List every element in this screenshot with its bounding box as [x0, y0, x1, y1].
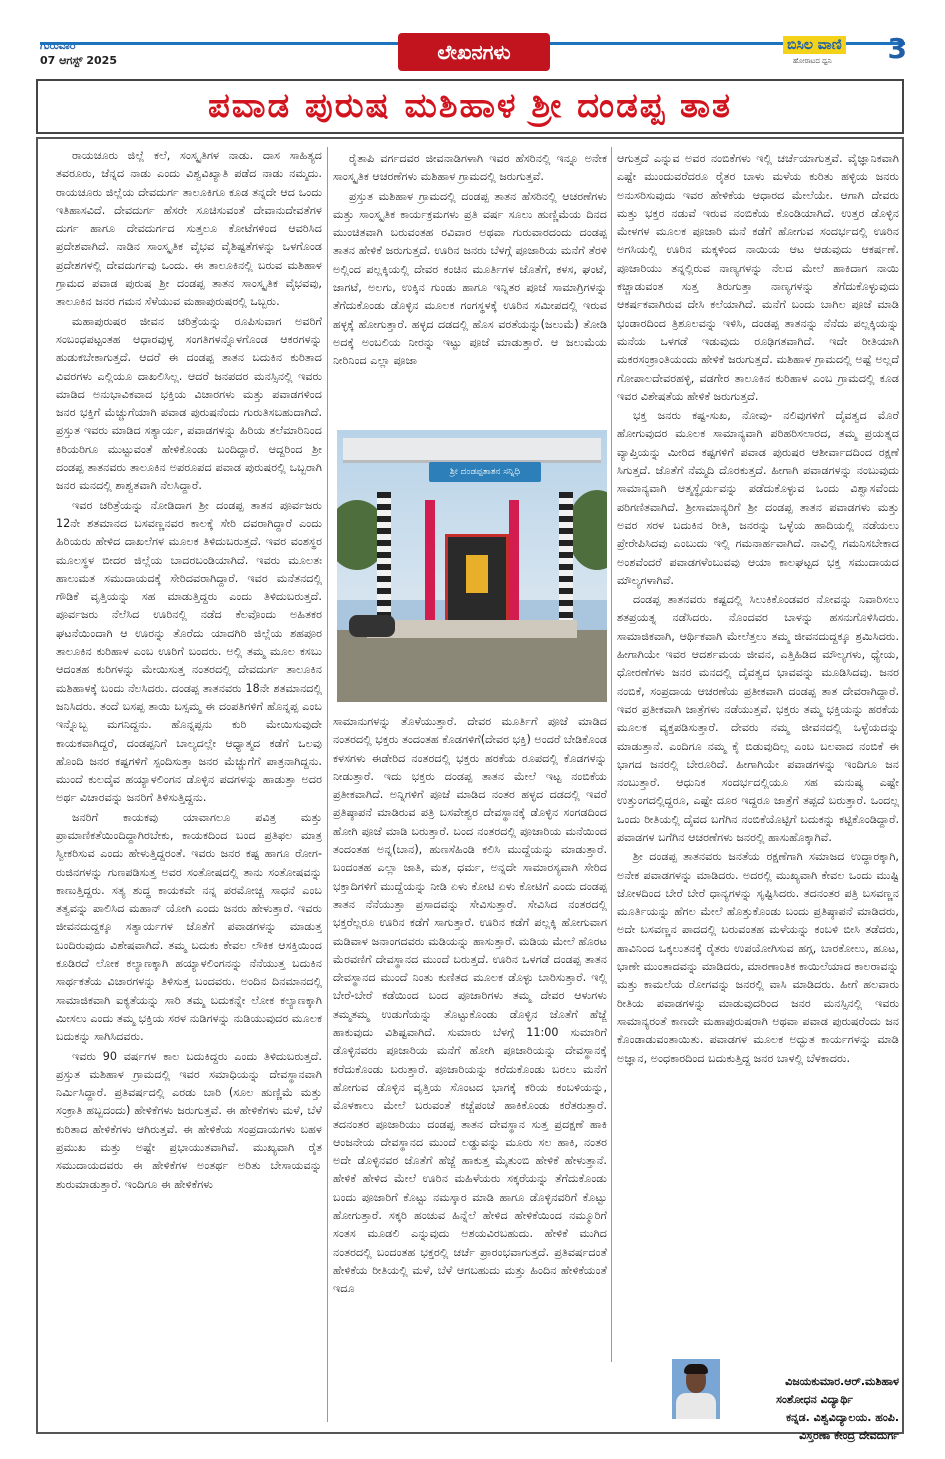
paragraph: ಸಾಮಾನುಗಳನ್ನು ತೊಳೆಯುತ್ತಾರೆ. ದೇವರ ಮೂರ್ತಿಗೆ ಪೂಜೆ ಮಾಡಿದ ನಂತರದಲ್ಲಿ ಭಕ್ತರು ತಂದಂತಹ ಕೊಡಗಳಿಗೆ(ದೇವರ ಭಕ್ತಿ) ಅಂದರೆ ಬೇಡಿಕೊಂಡ ಕಳಸಗಳು ಈಡೇರಿದ ನಂತರದಲ್ಲಿ ಭಕ್ತರು ಹರಕೆಯ ರೂಪದಲ್ಲಿ ಕೊಡಗಳನ್ನು ನೀಡುತ್ತಾರೆ. ಇದು ಭಕ್ತರು ದಂಡಪ್ಪ ತಾತನ ಮೇಲೆ ಇಟ್ಟ ನಂಬಿಕೆಯ ಪ್ರತೀಕವಾಗಿದೆ. ಅನ್ನಿಗಳಿಗೆ ಪೂಜೆ ಮಾಡಿದ ನಂತರ ಹಳ್ಳದ ದಡದಲ್ಲಿ ಇವರೆ ಪ್ರತಿಷ್ಠಾಪನೆ ಮಾಡಿರುವ ಪತ್ರಿ ಬಸವೇಶ್ವರ ದೇವಸ್ಥಾನಕ್ಕೆ ಡೊಳ್ಳಿನ ಸಂಗಡದಿಂದ ಹೋಗಿ ಪೂಜೆ ಮಾಡಿ ಬರುತ್ತಾರೆ. ಬಂದ ನಂತರದಲ್ಲಿ ಪೂಜಾರಿಯ ಮನೆಯಿಂದ ತಂದಂತಹ ಅನ್ನ(ಬಾನ), ಹುಣಸೆಹಿಂಡಿ ಕಲಿಸಿ ಮುದ್ದೆಯನ್ನು ಮಾಡುತ್ತಾರೆ. ಬಂದಂತಹ ಎಲ್ಲಾ ಜಾತಿ, ಮತ, ಧರ್ಮ, ಅನ್ನದೇ ಸಾಮಾರಸ್ಯವಾಗಿ ಸೇರಿದ ಭಕ್ತಾದಿಗಳಿಗೆ ಮುದ್ದೆಯನ್ನು ನೀಡಿ ಏಳು ಕೋಟಿ ಏಳು ಕೋಟಿಗೆ ಎಂದು ದಂಡಪ್ಪ ತಾತನ ನೆನೆಯುತ್ತಾ ಪ್ರಸಾದವನ್ನು ಸೇವಿಸುತ್ತಾರೆ. ಸೇವಿಸಿದ ನಂತರದಲ್ಲಿ ಭಕ್ತರೆಲ್ಲರೂ ಊರಿನ ಕಡೆಗೆ ಸಾಗುತ್ತಾರೆ. ಊರಿನ ಕಡೆಗೆ ಪಲ್ಲಕ್ಕಿ ಹೋಗುವಾಗ ಮಡಿವಾಳ ಜನಾಂಗದವರು ಮಡಿಯನ್ನು ಹಾಸುತ್ತಾರೆ. ಮಡಿಯ ಮೇಲೆ ಹೊರಟ ಮೆರವಣಿಗೆ ದೇವಸ್ಥಾನದ ಮುಂದೆ ಬರುತ್ತದೆ. ಊರಿನ ಒಳಗಡೆ ದಂಡಪ್ಪ ತಾತನ ದೇವಸ್ಥಾನದ ಮುಂದೆ ನಿಂತು ಕುಣಿತದ ಮೂಲಕ ಡೊಳ್ಳು ಬಾರಿಸುತ್ತಾರೆ. ಇಲ್ಲಿ ಬೇರೆ-ಬೇರೆ ಕಡೆಯಿಂದ ಬಂದ ಪೂಜಾರಿಗಳು ತಮ್ಮ ದೇವರ ಆಳುಗಳು ತಮ್ಮತಮ್ಮ ಉಡುಗೆಯನ್ನು ತೊಟ್ಟುಕೊಂಡು ಡೊಳ್ಳಿನ ಜೊತೆಗೆ ಹೆಜ್ಜೆ ಹಾಕುವುದು ವಿಶಿಷ್ಟವಾಗಿದೆ. ಸುಮಾರು ಬೆಳಗ್ಗೆ 11:00 ಸುಮಾರಿಗೆ ಡೊಳ್ಳಿನವರು ಪೂಜಾರಿಯ ಮನೆಗೆ ಹೋಗಿ ಪೂಜಾರಿಯನ್ನು ದೇವಸ್ಥಾನಕ್ಕೆ ಕರೆದುಕೊಂಡು ಬರುತ್ತಾರೆ. ಪೂಜಾರಿಯನ್ನು ಕರೆದುಕೊಂಡು ಬರಲು ಮನೆಗೆ ಹೋಗುವ ಡೊಳ್ಳಿನ ವೃತ್ತಿಯ ಸೊಂಟದ ಭಾಗಕ್ಕೆ ಕರಿಯ ಕಂಬಳಿಯನ್ನು, ಮೊಳಕಾಲು ಮೇಲೆ ಬರುವಂತೆ ಕಚ್ಚೆಪಂಚೆ ಹಾಕಿಕೊಂಡು ಕರೆತರುತ್ತಾರೆ. ತದನಂತರ ಪೂಜಾರಿಯು ದಂಡಪ್ಪ ತಾತನ ದೇವಸ್ಥಾನ ಸುತ್ತ ಪ್ರದಕ್ಷಣೆ ಹಾಕಿ ಆಂಜನೇಯ ದೇವಸ್ಥಾನದ ಮುಂದೆ ಲಡ್ಡುವನ್ನು ಮೂರು ಸಲ ಹಾಕಿ, ನಂತರ ಅದೇ ಡೊಳ್ಳಿನವರ ಜೊತೆಗೆ ಹೆಜ್ಜೆ ಹಾಕುತ್ತ ಮೈತುಂಬಿ ಹೇಳಿಕೆ ಹೇಳುತ್ತಾನೆ. ಹೇಳಿಕೆ ಹೇಳಿದ ಮೇಲೆ ಊರಿನ ಮಹಿಳೆಯರು ಸಕ್ಕರೆಯನ್ನು ತೆಗೆದುಕೊಂಡು ಬಂದು ಪೂಜಾರಿಗೆ ಕೊಟ್ಟು ನಮಸ್ಕಾರ ಮಾಡಿ ಹಾಗೂ ಡೊಳ್ಳಿನವರಿಗೆ ಕೊಟ್ಟು ಹೋಗುತ್ತಾರೆ. ಸಕ್ಕರಿ ಹಂಚುವ ಹಿನ್ನೆಲೆ ಹೇಳಿದ ಹೇಳಿಕೆಯಿಂದ ನಮ್ಮೂರಿಗೆ ಸಂತಸ ಮೂಡಲಿ ಎನ್ನುವುದು ಅಶಯವಿರಬಹುದು. ಹೇಳಿಕೆ ಮುಗಿದ ನಂತರದಲ್ಲಿ ಬಂದಂತಹ ಭಕ್ತರಲ್ಲಿ ಚರ್ಚೆ ಪ್ರಾರಂಭವಾಗುತ್ತದೆ. ಪ್ರತಿವರ್ಷದಂತೆ ಹೇಳಿಕೆಯ ರೀತಿಯಲ್ಲಿ ಮಳೆ, ಬೆಳೆ ಆಗಬಹುದು ಮತ್ತು ಹಿಂದಿನ ಹೇಳಿಕೆಯಂತೆ ಇದೂ [333, 715, 607, 1296]
author-name: ವಿಜಯಕುಮಾರ.ಆರ್.ಮಶಿಹಾಳ [785, 1375, 899, 1388]
temple-photo [337, 430, 607, 702]
temple-floor [367, 620, 577, 638]
article-column-3 [617, 150, 899, 1366]
paragraph: ಭಕ್ತ ಜನರು ಕಷ್ಟ-ಸುಖ, ನೋವು- ನಲಿವುಗಳಿಗೆ ದೈವತ್ವದ ಮೊರೆ ಹೋಗುವುದರ ಮೂಲಕ ಸಾಮಾನ್ಯವಾಗಿ ಪರಿಹರಿಸಲಾರದ, ತಮ್ಮ ಪ್ರಯತ್ನದ ವ್ಯಾಪ್ತಿಯನ್ನು ಮೀರಿದ ಕಷ್ಟಗಳಿಗೆ ಪವಾಡ ಪುರುಷರ ಆಶೀರ್ವಾದದಿಂದ ರಕ್ಷಣೆ ಸಿಗುತ್ತದೆ. ಜೊತೆಗೆ ನೆಮ್ಮದಿ ದೊರಕುತ್ತದೆ. ಹೀಗಾಗಿ ಪವಾಡಗಳನ್ನು ನಂಬುವುದು ಸಾಮಾನ್ಯವಾಗಿ ಆತ್ಮಸ್ಥೈರ್ಯವನ್ನು ಪಡೆದುಕೊಳ್ಳುವ ಒಂದು ವಿಶ್ವಾಸವೆಂದು ಪರಿಗಣಿತವಾಗಿದೆ. ಶ್ರೀಸಾಮಾನ್ಯರಿಗೆ ಶ್ರೀ ದಂಡಪ್ಪ ತಾತನ ಪವಾಡಗಳು ಮತ್ತು ಅವರ ಸರಳ ಬದುಕಿನ ರೀತಿ, ಜನರನ್ನು ಒಳ್ಳೆಯ ಹಾದಿಯಲ್ಲಿ ನಡೆಯಲು ಪ್ರೇರೇಪಿಸಿದವು ಎಂಬುದು ಇಲ್ಲಿ ಗಮನಾರ್ಹವಾಗಿದೆ. ನಾವಿಲ್ಲಿ ಗಮನಿಸಬೇಕಾದ ಅಂಶವೆಂದರೆ ಪವಾಡಗಳೆಂಬುವವು ಆಯಾ ಕಾಲಘಟ್ಟದ ಭಕ್ತ ಸಮುದಾಯದ ಮೌಲ್ಯಗಳಾಗಿವೆ. [617, 409, 899, 587]
paragraph: ಶ್ರೀ ದಂಡಪ್ಪ ತಾತನವರು ಜನತೆಯ ರಕ್ಷಣೆಗಾಗಿ ಸಮಾಜದ ಉದ್ಧಾರಕ್ಕಾಗಿ, ಅನೇಕ ಪವಾಡಗಳನ್ನು ಮಾಡಿದರು. ಅದರಲ್ಲಿ ಮುಖ್ಯವಾಗಿ ಕೇವಲ ಒಂದು ಮುಷ್ಟಿ ಜೋಳದಿಂದ ಬೇರೆ ಬೇರೆ ಧಾನ್ಯಗಳನ್ನು ಸೃಷ್ಟಿಸಿದರು. ತದನಂತರ ಪತ್ರಿ ಬಸವಣ್ಣನ ಮೂರ್ತಿಯನ್ನು ಹೆಗಲ ಮೇಲೆ ಹೊತ್ತುಕೊಂಡು ಬಂದು ಪ್ರತಿಷ್ಠಾಪನೆ ಮಾಡಿದರು, ಅದೇ ಬಸವಣ್ಣನ ಪಾದದಲ್ಲಿ ಬರುವಂತಹ ಮಳೆಯನ್ನು ಕಂಬಳಿ ಬೀಸಿ ತಡೆದರು, ಹಾವಿನಿಂದ ಒಕ್ಕಲುತನಕ್ಕೆ ರೈತರು ಉಪಯೋಗಿಸುವ ಹಗ್ಗ, ಬಾರಕೋಲು, ಹೂಟ, ಭಾಣೇ ಮುಂತಾದವನ್ನು ಮಾಡಿದರು, ಮಾರಣಾಂತಿಕ ಕಾಯಿಲೆಯಾದ ಕಾಲರಾವನ್ನು ಮತ್ತು ಕಾಮಲೆಯ ರೋಗವನ್ನು ಜನರಲ್ಲಿ ವಾಸಿ ಮಾಡಿದರು. ಹೀಗೆ ಹಲವಾರು ರೀತಿಯ ಪವಾಡಗಳನ್ನು ಮಾಡುವುದರಿಂದ ಜನರ ಮನಸ್ಸಿನಲ್ಲಿ ಇವರು ಸಾಮಾನ್ಯರಂತೆ ಕಾಣದೇ ಮಹಾಪುರುಷರಾಗಿ ಅಥವಾ ಪವಾಡ ಪುರುಷರೆಂದು ಜನ ಕೊಂಡಾಡುವಂತಾಯಿತು. ಪವಾಡಗಳ ಮೂಲಕ ಅದ್ಭುತ ಕಾರ್ಯಗಳನ್ನು ಮಾಡಿ ಅಜ್ಞಾನ, ಅಂಧಕಾರದಿಂದ ಬದುಕುತ್ತಿದ್ದ ಜನರ ಬಾಳಲ್ಲಿ ಬೆಳಕಾದರು. [617, 850, 899, 1065]
author-hair [684, 1364, 708, 1374]
section-label: ಲೇಖನಗಳು [398, 33, 550, 71]
author-department: ಕನ್ನಡ. ವಿಶ್ವವಿದ್ಯಾಲಯ. ಹಂಪಿ. [786, 1411, 899, 1424]
paragraph: ದಂಡಪ್ಪ ತಾತನವರು ಕಷ್ಟದಲ್ಲಿ ಸಿಲುಕಿಕೊಂಡವರ ನೋವನ್ನು ನಿವಾರಿಸಲು ಶತಪ್ರಯತ್ನ ನಡೆಸಿದರು. ನೊಂದವರ ಬಾಳನ್ನು ಹಸನುಗೊಳಿಸಿದರು. ಸಾಮಾಜಿಕವಾಗಿ, ಆರ್ಥಿಕವಾಗಿ ಮೇಲೆತ್ತಲು ತಮ್ಮ ಜೀವನದುದ್ದಕ್ಕೂ ಶ್ರಮಿಸಿದರು. ಹೀಗಾಗಿಯೇ ಇವರ ಆದರ್ಶಮಯ ಜೀವನ, ಎತ್ತಿಹಿಡಿದ ಮೌಲ್ಯಗಳು, ಧ್ಯೇಯ, ಧೋರಣೆಗಳು ಜನರ ಮನದಲ್ಲಿ ದೈವತ್ವದ ಭಾವವನ್ನು ಮೂಡಿಸಿದವು. ಜನರ ನಂಬಿಕೆ, ಸಂಪ್ರದಾಯ ಆಚರಣೆಯ ಪ್ರತೀಕವಾಗಿ ದಂಡಪ್ಪ ತಾತ ದೇವರಾಗಿದ್ದಾರೆ. ಇವರ ಪ್ರತೀಕವಾಗಿ ಜಾತ್ರೆಗಳು ನಡೆಯುತ್ತವೆ. ಭಕ್ತರು ತಮ್ಮ ಭಕ್ತಿಯನ್ನು ಹರಕೆಯ ಮೂಲಕ ವ್ಯಕ್ತಪಡಿಸುತ್ತಾರೆ. ದೇವರು ನಮ್ಮ ಜೀವನದಲ್ಲಿ ಒಳ್ಳೆಯದನ್ನು ಮಾಡುತ್ತಾನೆ. ಎಂದಿಗೂ ನಮ್ಮ ಕೈ ಬಿಡುವುದಿಲ್ಲ ಎಂಬ ಬಲವಾದ ನಂಬಿಕೆ ಈ ಭಾಗದ ಜನರಲ್ಲಿ ಬೇರೂರಿದೆ. ಹೀಗಾಗಿಯೇ ಪವಾಡಗಳನ್ನು ಇಂದಿಗೂ ಜನ ನಂಬುತ್ತಾರೆ. ಆಧುನಿಕ ಸಂದರ್ಭದಲ್ಲಿಯೂ ಸಹ ಮನುಷ್ಯ ಎಷ್ಟೇ ಉತ್ತುಂಗದಲ್ಲಿದ್ದರೂ, ಎಷ್ಟೇ ದೂರ ಇದ್ದರೂ ಜಾತ್ರೆಗೆ ತಪ್ಪದೆ ಬರುತ್ತಾರೆ. ಒಂದಲ್ಲ ಒಂದು ರೀತಿಯಲ್ಲಿ ದೈವದ ಬಗೆಗಿನ ನಂಬಿಕೆಯೊಟ್ಟಿಗೆ ಬದುಕನ್ನು ಕಟ್ಟಿಕೊಂಡಿದ್ದಾರೆ. ಪವಾಡಗಳ ಬಗೆಗಿನ ಆಚರಣೆಗಳು ಜನರಲ್ಲಿ ಹಾಸುಹೊಕ್ಕಾಗಿವೆ. [617, 593, 899, 844]
paragraph: ಇವರು 90 ವರ್ಷಗಳ ಕಾಲ ಬದುಕಿದ್ದರು ಎಂದು ತಿಳಿದುಬರುತ್ತದೆ. ಪ್ರಸ್ತುತ ಮಶಿಹಾಳ ಗ್ರಾಮದಲ್ಲಿ ಇವರ ಸಮಾಧಿಯನ್ನು ದೇವಸ್ಥಾನವಾಗಿ ನಿರ್ಮಿಸಿದ್ದಾರೆ. ಪ್ರತಿವರ್ಷದಲ್ಲಿ ಎರಡು ಬಾರಿ (ಸೂಲ ಹುಣ್ಣಿಮೆ ಮತ್ತು ಸಂಕ್ರಾತಿ ಹಬ್ಬದಂದು) ಹೇಳಿಕೆಗಳು ಜರುಗುತ್ತವೆ. ಈ ಹೇಳಿಕೆಗಳು ಮಳೆ, ಬೆಳೆ ಕುರಿತಾದ ಹೇಳಿಕೆಗಳು ಆಗಿರುತ್ತವೆ. ಈ ಹೇಳಿಕೆಯ ಸಂಪ್ರದಾಯಗಳು ಬಹಳ ಪ್ರಮುಖ ಮತ್ತು ಅಷ್ಟೇ ಪ್ರಭಾಯುತವಾಗಿವೆ. ಮುಖ್ಯವಾಗಿ ರೈತ ಸಮುದಾಯದವರು ಈ ಹೇಳಿಕೆಗಳ ಅಂತರ್ಥ ಅರಿತು ಬೇಸಾಯವನ್ನು ಶುರುಮಾಡುತ್ತಾರೆ. ಇಂದಿಗೂ ಈ ಹೇಳಿಕೆಗಳು [56, 1049, 322, 1191]
article-column-2-top [333, 150, 607, 418]
pillar [559, 492, 573, 632]
paragraph: ಆಗುತ್ತದೆ ಎನ್ನುವ ಅವರ ನಂಬಿಕೆಗಳು ಇಲ್ಲಿ ಚರ್ಚೆಯಾಗುತ್ತವೆ. ವೈಜ್ಞಾನಿಕವಾಗಿ ಎಷ್ಟೇ ಮುಂದುವರೆದರೂ ರೈತರ ಬಾಳು ಮಳೆಯ ಕುರಿತು ಹಳ್ಳಿಯ ಜನರು ಅನುಸರಿಸುವುದು ಇವರ ಹೇಳಿಕೆಯ ಆಧಾರದ ಮೇಲೆಯೇ. ಆಗಾಗಿ ದೇವರು ಮತ್ತು ಭಕ್ತರ ನಡುವೆ ಇರುವ ನಂಬಿಕೆಯ ಕೊಂಡಿಯಾಗಿದೆ. ಉತ್ತರ ಡೊಳ್ಳಿನ ಮೇಳಗಳ ಮೂಲಕ ಪೂಜಾರಿ ಮನೆ ಕಡೆಗೆ ಹೋಗುವ ಸಂದರ್ಭದಲ್ಲಿ ಊರಿನ ಅಗಸಿಯಲ್ಲಿ ಊರಿನ ಮಕ್ಕಳಿಂದ ನಾಯಿಯ ಆಟ ಆಡುವುದು ಆಕರ್ಷಣೆ. ಪೂಜಾರಿಯು ತನ್ನಲ್ಲಿರುವ ನಾಣ್ಯಗಳನ್ನು ನೆಲದ ಮೇಲೆ ಹಾಕಿದಾಗ ನಾಯಿ ಕಚ್ಚಾಡುವಂತ ಸುತ್ತ ತಿರುಗುತ್ತಾ ನಾಣ್ಯಗಳನ್ನು ತೆಗೆದುಕೊಳ್ಳುವುದು ಆಕರ್ಷಕವಾಗಿರುವ ದೇಸಿ ಕಲೆಯಾಗಿದೆ. ಮನೆಗೆ ಬಂದು ಬಾಗಿಲ ಪೂಜೆ ಮಾಡಿ ಭಂಡಾರದಿಂದ ತ್ರಿಶೂಲವನ್ನು ಇಳಿಸಿ, ದಂಡಪ್ಪ ತಾತನನ್ನು ನೆನೆದು ಪಲ್ಲಕ್ಕಿಯನ್ನು ಮನೆಯ ಒಳಗಡೆ ಇಡುವುದು ರೂಢಿಗತವಾಗಿದೆ. ಇದೇ ರೀತಿಯಾಗಿ ಮಕರಸಂಕ್ರಾಂತಿಯಂದು ಹೇಳಿಕೆ ಜರುಗುತ್ತದೆ. ಮಶಿಹಾಳ ಗ್ರಾಮದಲ್ಲಿ ಅಷ್ಟೆ ಅಲ್ಲದೆ ಗೋಪಾಲದೇವರಹಳ್ಳಿ, ವಡಗೇರ ತಾಲೂಕಿನ ಕುರಿಹಾಳ ಎಂಬ ಗ್ರಾಮದಲ್ಲಿ ಕೂಡ ಇವರ ವಿಶೇಷತೆಯ ಹೇಳಿಕೆ ಜರುಗುತ್ತದೆ. [617, 152, 899, 403]
column-divider [327, 147, 328, 1422]
headline-box [36, 79, 904, 134]
article-title: ಪವಾಡ ಪುರುಷ ಮಶಿಹಾಳ ಶ್ರೀ ದಂಡಪ್ಪ ತಾತ [207, 86, 733, 126]
temple-signboard: ಶ್ರೀ ದಂಡಪ್ಪತಾತನ ಸನ್ನಿಧಿ [429, 462, 541, 482]
paper-name: ಬಿಸಿಲ ವಾಣಿ [783, 36, 846, 54]
author-byline [617, 1375, 899, 1442]
paragraph: ಪ್ರಸ್ತುತ ಮಶಿಹಾಳ ಗ್ರಾಮದಲ್ಲಿ ದಂಡಪ್ಪ ತಾತನ ಹೆಸರಿನಲ್ಲಿ ಆಚರಣೆಗಳು ಮತ್ತು ಸಾಂಸ್ಕೃತಿಕ ಕಾರ್ಯಕ್ರಮಗಳು ಪ್ರತಿ ವರ್ಷ ಸೂಲು ಹುಣ್ಣಿಮೆಯ ದಿನದ ಮುಂಚಿತವಾಗಿ ಬರುವಂತಹ ರವಿವಾರ ಅಥವಾ ಗುರುವಾರದಂದು ದಂಡಪ್ಪ ತಾತನ ಹೇಳಿಕೆ ಜರುಗುತ್ತದೆ. ಊರಿನ ಜನರು ಬೆಳಗ್ಗೆ ಪೂಜಾರಿಯ ಮನೆಗೆ ತೆರಳಿ ಅಲ್ಲಿಂದ ಪಲ್ಲಕ್ಕಿಯಲ್ಲಿ ದೇವರ ಕಂಚಿನ ಮೂರ್ತಿಗಳ ಜೊತೆಗೆ, ಕಳಸ, ಘಂಟೆ, ಜಾಗಟೆ, ಅಲಗು, ಉಕ್ಕಿನ ಗುಂಡು ಹಾಗೂ ಇನ್ನಿತರ ಪೂಜೆ ಸಾಮಾಗ್ರಿಗಳನ್ನು ತೆಗೆದುಕೊಂಡು ಡೊಳ್ಳಿನ ಮೂಲಕ ಗಂಗಸ್ಥಳಕ್ಕೆ ಊರಿನ ಸಮೀಪದಲ್ಲಿ ಇರುವ ಹಳ್ಳಕ್ಕೆ ಹೋಗುತ್ತಾರೆ. ಹಳ್ಳದ ದಡದಲ್ಲಿ ಹೊಸ ವರತೆಯನ್ನು(ಜಲುಮೆ) ತೋಡಿ ಅದಕ್ಕೆ ಅಂಬಲಿಯ ನೀರನ್ನು ಇಟ್ಟು ಪೂಜೆ ಮಾಡುತ್ತಾರೆ. ಆ ಜಲುಮೆಯ ನೀರಿನಿಂದ ಎಲ್ಲಾ ಪೂಜಾ [333, 189, 607, 368]
photo-ground [337, 630, 607, 702]
issue-date: 07 ಆಗಸ್ಟ್ 2025 [40, 54, 117, 67]
shrine-door [445, 534, 509, 632]
pillar [425, 500, 435, 628]
paragraph: ರೈತಾಪಿ ವರ್ಗದವರ ಜೀವನಾಡಿಗಳಾಗಿ ಇವರ ಹೆಸರಿನಲ್ಲಿ ಇನ್ನೂ ಅನೇಕ ಸಾಂಸ್ಕೃತಿಕ ಆಚರಣೆಗಳು ಮಶಿಹಾಳ ಗ್ರಾಮದಲ್ಲಿ ಜರುಗುತ್ತವೆ. [333, 152, 607, 184]
author-role: ಸಂಶೋಧನ ವಿದ್ಯಾರ್ಥಿ [776, 1393, 853, 1406]
pillar [509, 500, 519, 628]
paragraph: ಜನರಿಗೆ ಕಾಯಕವು ಯಾವಾಗಲೂ ಪವಿತ್ರ ಮತ್ತು ಪ್ರಾಮಾಣಿಕತೆಯಿಂದಿದ್ದಾಗಿರಬೇಕು, ಕಾಯಕದಿಂದ ಬಂದ ಪ್ರತಿಫಲ ಮಾತ್ರ ಸ್ವೀಕರಿಸುವ ಎಂದು ಹೇಳುತ್ತಿದ್ದರಂತೆ. ಇವರು ಜನರ ಕಷ್ಟ ಹಾಗೂ ರೋಗ-ರುಜಿನಗಳನ್ನು ಗುಣಪಡಿಸುತ್ತ ಅವರ ಸಂತೋಷದಲ್ಲಿ ತಾನು ಸಂತೋಷವನ್ನು ಕಾಣುತ್ತಿದ್ದರು. ಸತ್ಯ ಶುದ್ಧ ಕಾಯಕವೇ ನನ್ನ ಪರಮೋಚ್ಚ ಸಾಧನೆ ಎಂಬ ತತ್ವವನ್ನು ಪಾಲಿಸಿದ ಮಹಾನ್ ಯೋಗಿ ಎಂದು ಜನರು ಹೇಳುತ್ತಾರೆ. ಇವರು ಜೀವನದುದ್ದಕ್ಕೂ ಸತ್ಯಾರ್ಯಗಳ ಜೊತೆಗೆ ಪವಾಡಗಳನ್ನು ಮಾಡುತ್ತ ಬಂದಿರುವುದು ವಿಶೇಷವಾಗಿದೆ. ತಮ್ಮ ಬದುಕು ಕೇವಲ ಲೌಕಿಕ ಆಸಕ್ತಿಯಿಂದ ಕೂಡಿರದೆ ಲೋಕ ಕಲ್ಯಾಣಕ್ಕಾಗಿ ಹಯ್ಯಾಳಲಿಂಗನನ್ನು ನೆನೆಯುತ್ತ ಬದುಕಿನ ಸಾರ್ಥಕತೆಯ ವಿಚಾರಗಳನ್ನು ತಿಳಿಸುತ್ತ ಬಂದವರು. ಅಂದಿನ ದಿನಮಾನದಲ್ಲಿ ಸಾಮಾಜಿಕವಾಗಿ ಐಕ್ಯತೆಯನ್ನು ಸಾರಿ ತಮ್ಮ ಬದುಕನ್ನೇ ಲೋಕ ಕಲ್ಯಾಣಕ್ಕಾಗಿ ಮೀಸಲು ಎಂದು ತಮ್ಮ ಭಕ್ತಿಯ ಸರಳ ನುಡಿಗಳನ್ನು ನುಡಿಯುವುದರ ಮೂಲಕ ಬದುಕನ್ನು ಸಾಗಿಸಿದವರು. [56, 810, 322, 1044]
page-number: 3 [887, 32, 907, 65]
article-column-1 [56, 147, 322, 1397]
paper-tagline: ಹೋರಾಟದ ಧ್ವನಿ [793, 57, 832, 65]
motorbike [349, 615, 395, 637]
weekday: ಗುರುವಾರ [40, 39, 76, 52]
paragraph: ಮಹಾಪುರುಷರ ಜೀವನ ಚರಿತ್ರೆಯನ್ನು ರೂಪಿಸುವಾಗ ಅವರಿಗೆ ಸಂಬಂಧಪಟ್ಟಂತಹ ಆಧಾರವುಳ್ಳ ಸಂಗತಿಗಳನ್ನೊಳಗೊಂಡ ಆಕರಗಳನ್ನು ಹುಡುಕಬೇಕಾಗುತ್ತದೆ. ಆದರೆ ಈ ದಂಡಪ್ಪ ತಾತನ ಬದುಕಿನ ಕುರಿತಾದ ವಿವರಗಳು ಎಲ್ಲಿಯೂ ದಾಖಲಿಸಿಲ್ಲ. ಆದರೆ ಜನಪದರ ಮನಸ್ಸಿನಲ್ಲಿ ಇವರು ಮಾಡಿದ ಅನುಭಾವಿಕವಾದ ಭಕ್ತಿಯ ವಿಚಾರಗಳು ಮತ್ತು ಪವಾಡಗಳಿಂದ ಜನರ ಭಕ್ತಿಗೆ ಮೆಚ್ಚುಗೆಯಾಗಿ ಪವಾಡ ಪುರುಷನೆಂದು ಗುರುತಿಸಬಹುದಾಗಿದೆ. ಪ್ರಸ್ತುತ ಇವರು ಮಾಡಿದ ಸತ್ಯಾರ್ಯ, ಪವಾಡಗಳನ್ನು ಹಿರಿಯ ತಲೆಮಾರಿನಿಂದ ಕಿರಿಯರಿಗೂ ಮುಟ್ಟುವಂತೆ ಹೇಳಿಕೊಂಡು ಬಂದಿದ್ದಾರೆ. ಆದ್ದರಿಂದ ಶ್ರೀ ದಂಡಪ್ಪ ತಾತನವರು ತಾಲೂಕಿನ ಅಪರೂಪದ ಪವಾಡ ಪುರುಷರಲ್ಲಿ ಒಬ್ಬರಾಗಿ ಜನರ ಮನದಲ್ಲಿ ಶಾಶ್ವತವಾಗಿ ನೆಲಸಿದ್ದಾರೆ. [56, 314, 322, 493]
masthead [0, 0, 945, 76]
paper-brand [783, 34, 907, 72]
article-column-2-bottom [333, 713, 607, 1429]
column-divider [611, 147, 612, 1362]
temple-roof [343, 438, 601, 463]
pillar [377, 492, 391, 632]
deity [466, 555, 488, 593]
paragraph: ಇವರ ಚರಿತ್ರೆಯನ್ನು ನೋಡಿದಾಗ ಶ್ರೀ ದಂಡಪ್ಪ ತಾತನ ಪೂರ್ವಜರು 12ನೇ ಶತಮಾನದ ಬಸವಣ್ಣನವರ ಕಾಲಕ್ಕೆ ಸೇರಿ ದವರಾಗಿದ್ದಾರೆ ಎಂದು ಹಿರಿಯರು ಹೇಳಿದ ದಾಖಲೆಗಳ ಮೂಲಕ ತಿಳಿದುಬರುತ್ತದೆ. ಇವರ ವಂಶಸ್ಥರ ಮೂಲಸ್ಥಳ ಬೀದರ ಜಿಲ್ಲೆಯ ಬಾದರಬಂಡಿಯಾಗಿದೆ. ಇವರು ಮೂಲತಃ ಹಾಲುಮತ ಸಮುದಾಯದಕ್ಕೆ ಸೇರಿದವರಾಗಿದ್ದಾರೆ. ಇವರ ಮನೆತನದಲ್ಲಿ ಗೌಡಿಕೆ ವೃತ್ತಿಯನ್ನು ಸಹ ಮಾಡುತ್ತಿದ್ದರು ಎಂದು ತಿಳಿದುಬರುತ್ತದೆ. ಪೂರ್ವಜರು ನೆಲೆಸಿದ ಊರಿನಲ್ಲಿ ನಡೆದ ಕೆಲವೊಂದು ಅಹಿತಕರ ಘಟನೆಯಿಂದಾಗಿ ಆ ಊರನ್ನು ತೊರೆದು ಯಾದಗಿರಿ ಜಿಲ್ಲೆಯ ಶಹಪೂರ ತಾಲೂಕಿನ ಕುರಿಹಾಳ ಎಂಬ ಊರಿಗೆ ಬಂದರು. ಅಲ್ಲಿ ತಮ್ಮ ಮೂಲ ಕಸಬು ಆದಂತಹ ಕುರಿಗಳನ್ನು ಮೇಯಿಸುತ್ತ ನಂತರದಲ್ಲಿ ದೇವದುರ್ಗ ತಾಲೂಕಿನ ಮಶಿಹಾಳಕ್ಕೆ ಬಂದು ನೆಲಸಿದರು. ದಂಡಪ್ಪ ತಾತನವರು 18ನೇ ಶತಮಾನದಲ್ಲಿ ಜನಿಸಿದರು. ತಂದೆ ಬಸಪ್ಪ ತಾಯಿ ಬಸ್ಸಮ್ಮ ಈ ದಂಪತಿಗಳಿಗೆ ಹೊನ್ನಪ್ಪ ಎಂಬ ಇನ್ನೊಬ್ಬ ಮಗನಿದ್ದನು. ಹೊನ್ನಪ್ಪನು ಕುರಿ ಮೇಯಿಸುವುದೇ ಕಾಯಕವಾಗಿದ್ದರೆ, ದಂಡಪ್ಪನಿಗೆ ಬಾಲ್ಯದಲ್ಲೇ ಆಧ್ಯಾತ್ಮದ ಕಡೆಗೆ ಒಲವು ಹೊಂದಿ ಜನರ ಕಷ್ಟಗಳಿಗೆ ಸ್ಪಂದಿಸುತ್ತಾ ಜನರ ಮೆಚ್ಚುಗೆಗೆ ಪಾತ್ರನಾಗಿದ್ದನು. ಮುಂದೆ ಕುಲದೈವ ಹಯ್ಯಾಳಲಿಂಗನ ಡೊಳ್ಳಿನ ಪದಗಳನ್ನು ಹಾಡುತ್ತಾ ಅದರ ಅರ್ಥ ವಿಚಾರವನ್ನು ಜನರಿಗೆ ತಿಳಿಸುತ್ತಿದ್ದನು. [56, 498, 322, 805]
author-center: ವಿಸ್ತರಣಾ ಕೇಂದ್ರ ದೇವದುರ್ಗ [799, 1429, 899, 1442]
paragraph: ರಾಯಚೂರು ಜಿಲ್ಲೆ ಕಲೆ, ಸಂಸ್ಕೃತಿಗಳ ನಾಡು. ದಾಸ ಸಾಹಿತ್ಯದ ತವರೂರು, ಜೆನ್ನದ ನಾಡು ಎಂದು ವಿಶ್ವವಿಖ್ಯಾತಿ ಪಡೆದ ನಾಡು ನಮ್ಮದು. ರಾಯಚೂರು ಜಿಲ್ಲೆಯ ದೇವದುರ್ಗ ತಾಲೂಕಿಗೂ ಕೂಡ ತನ್ನದೇ ಆದ ಒಂದು ಇತಿಹಾಸವಿದೆ. ದೇವದುರ್ಗ ಹೆಸರೇ ಸೂಚಿಸುವಂತೆ ದೇವಾನುದೇವತೆಗಳ ದುರ್ಗ ಹಾಗೂ ದೇವದುರ್ಗದ ಸುತ್ತಲೂ ಕೋಟೆಗಳಿಂದ ಆವರಿಸಿದ ಪ್ರದೇಶವಾಗಿದೆ. ನಾಡಿನ ಸಾಂಸ್ಕೃತಿಕ ವೈಭವ ವೈಶಿಷ್ಟತೆಗಳನ್ನು ಒಳಗೊಂಡ ಪ್ರದೇಶಗಳಲ್ಲಿ ದೇವದುರ್ಗವು ಒಂದು. ಈ ತಾಲೂಕಿನಲ್ಲಿ ಬರುವ ಮಶಿಹಾಳ ಗ್ರಾಮದ ಪವಾಡ ಪುರುಷ ಶ್ರೀ ದಂಡಪ್ಪ ತಾತನ ಸಾಂಸ್ಕೃತಿಕ ವೈಭವವು, ತಾಲೂಕಿನ ಜನರ ಗಮನ ಸೆಳೆಯುವ ಮಹಾಪುರುಷರಲ್ಲಿ ಒಬ್ಬರು. [56, 149, 322, 309]
